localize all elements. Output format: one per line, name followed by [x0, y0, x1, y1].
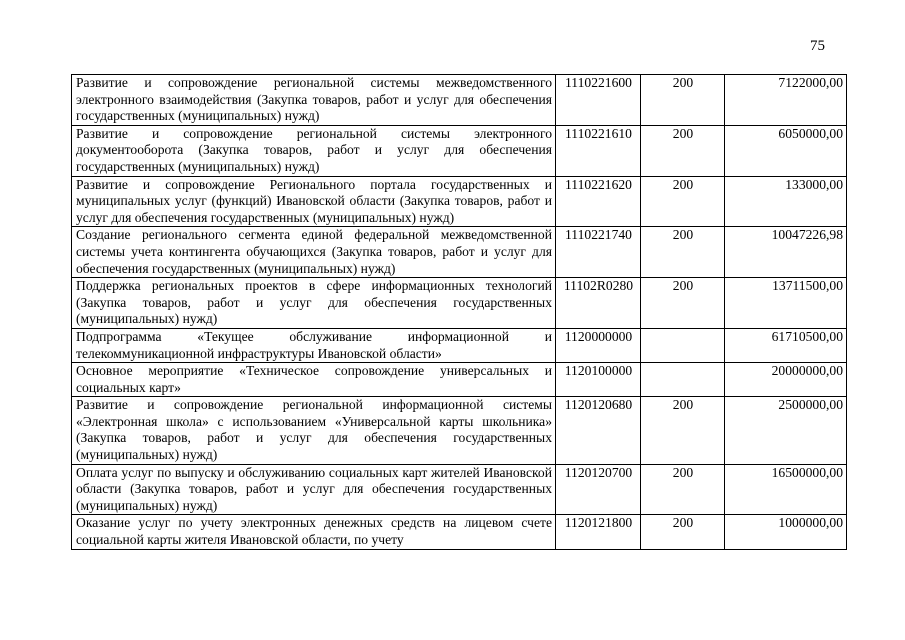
row-expense-type: 200 [641, 75, 725, 126]
row-expense-type: 200 [641, 125, 725, 176]
row-code: 1110221610 [556, 125, 641, 176]
row-expense-type: 200 [641, 278, 725, 329]
table-row [72, 176, 847, 227]
row-expense-type [641, 363, 725, 397]
table-row [72, 464, 847, 515]
row-name: Развитие и сопровождение региональной информационной системы «Электронная школа» с использованием «Универсальной карты школьника» (Закупка товаров, работ и услуг для обеспечения государственных (муниципальных) нужд) [72, 397, 556, 464]
row-code: 11102R0280 [556, 278, 641, 329]
table-row [72, 515, 847, 550]
row-expense-type [641, 328, 725, 362]
row-expense-type: 200 [641, 397, 725, 464]
row-name: Поддержка региональных проектов в сфере информационных технологий (Закупка товаров, работ и услуг для обеспечения государственных (муниципальных) нужд) [72, 278, 556, 329]
table-row [72, 397, 847, 464]
row-amount: 1000000,00 [725, 515, 847, 550]
table-row [72, 363, 847, 397]
row-name-cell [72, 515, 556, 550]
row-name: Оказание услуг по учету электронных денежных средств на лицевом счете социальной карты жителя Ивановской области, по учету [76, 515, 552, 548]
row-amount: 7122000,00 [725, 75, 847, 126]
row-code: 1120120680 [556, 397, 641, 464]
row-code: 1120000000 [556, 328, 641, 362]
row-amount: 20000000,00 [725, 363, 847, 397]
row-name: Подпрограмма «Текущее обслуживание информационной и телекоммуникационной инфраструктуры Ивановской области» [72, 328, 556, 362]
row-amount: 16500000,00 [725, 464, 847, 515]
row-code: 1120121800 [556, 515, 641, 550]
row-code: 1110221600 [556, 75, 641, 126]
row-name: Создание регионального сегмента единой федеральной межведомственной системы учета контингента обучающихся (Закупка товаров, работ и услуг для обеспечения государственных (муниципальных) нужд) [72, 227, 556, 278]
row-name: Развитие и сопровождение региональной системы межведомственного электронного взаимодействия (Закупка товаров, работ и услуг для обеспечения государственных (муниципальных) нужд) [72, 75, 556, 126]
row-expense-type: 200 [641, 515, 725, 550]
page-number: 75 [810, 38, 825, 54]
row-expense-type: 200 [641, 176, 725, 227]
row-amount: 133000,00 [725, 176, 847, 227]
row-code: 1110221740 [556, 227, 641, 278]
table-row [72, 278, 847, 329]
row-expense-type: 200 [641, 227, 725, 278]
table-row [72, 75, 847, 126]
budget-table [71, 74, 847, 550]
row-code: 1120100000 [556, 363, 641, 397]
row-code: 1110221620 [556, 176, 641, 227]
row-name: Развитие и сопровождение Регионального портала государственных и муниципальных услуг (функций) Ивановской области (Закупка товаров, работ и услуг для обеспечения государственных (муниципальных) нужд) [72, 176, 556, 227]
table-row [72, 328, 847, 362]
row-amount: 6050000,00 [725, 125, 847, 176]
row-amount: 13711500,00 [725, 278, 847, 329]
row-amount: 61710500,00 [725, 328, 847, 362]
row-name: Оплата услуг по выпуску и обслуживанию социальных карт жителей Ивановской области (Закупка товаров, работ и услуг для обеспечения государственных (муниципальных) нужд) [72, 464, 556, 515]
row-amount: 2500000,00 [725, 397, 847, 464]
table-row [72, 227, 847, 278]
table-row [72, 125, 847, 176]
row-name: Основное мероприятие «Техническое сопровождение универсальных и социальных карт» [72, 363, 556, 397]
row-expense-type: 200 [641, 464, 725, 515]
row-amount: 10047226,98 [725, 227, 847, 278]
row-code: 1120120700 [556, 464, 641, 515]
row-name: Развитие и сопровождение региональной системы электронного документооборота (Закупка товаров, работ и услуг для обеспечения государственных (муниципальных) нужд) [72, 125, 556, 176]
